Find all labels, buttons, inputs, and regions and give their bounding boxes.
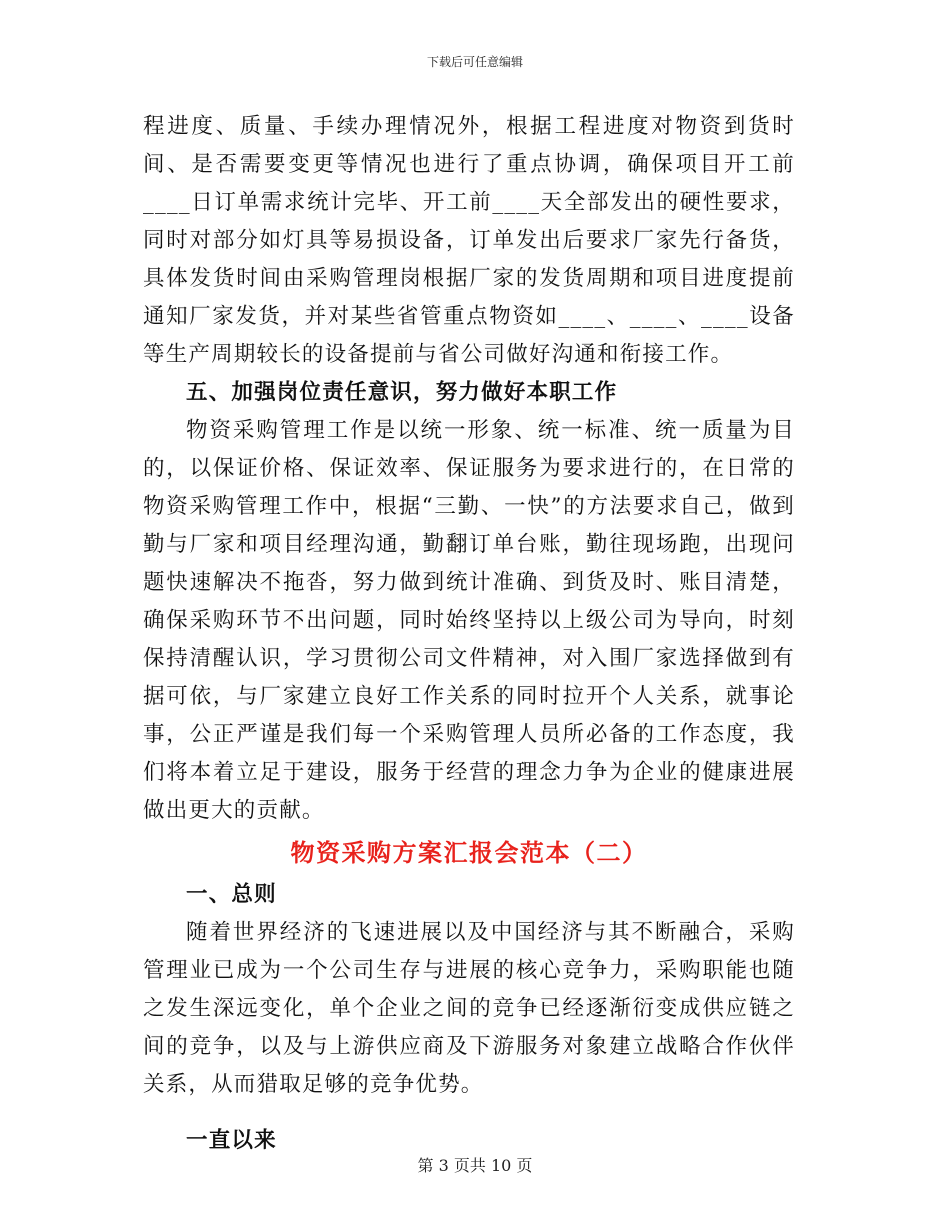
paragraph-general-principles: 随着世界经济的飞速进展以及中国经济与其不断融合，采购管理业已成为一个公司生存与进展的核心竞争力，采购职能也随之发生深远变化，单个企业之间的竞争已经逐渐衍变成供应链之间的竞争，以及与上游供应商及下游服务对象建立战略合作伙伴关系，从而猎取足够的竞争优势。 — [143, 920, 795, 1097]
section-title: 物资采购方案汇报会范本（二） — [290, 838, 648, 867]
paragraph-continued: 程进度、质量、手续办理情况外，根据工程进度对物资到货时间、是否需要变更等情况也进行了重点协调，确保项目开工前____日订单需求统计完毕、开工前____天全部发出的硬性要求，同时对部分如灯具等易损设备，订单发出后要求厂家先行备货，具体发货时间由采购管理岗根据厂家的发货周期和项目进度提前通知厂家发货，并对某些省管重点物资如____、____、____设备等生产周期较长的设备提前与省公司做好沟通和衔接工作。 — [143, 114, 795, 367]
heading-always: 一直以来 — [186, 1128, 277, 1153]
heading-section-5: 五、加强岗位责任意识，努力做好本职工作 — [186, 380, 618, 405]
document-body — [143, 108, 795, 1160]
page-header-note: 下载后可任意编辑 — [426, 55, 523, 69]
heading-general-principles: 一、总则 — [186, 882, 277, 907]
paragraph-section-5: 物资采购管理工作是以统一形象、统一标准、统一质量为目的，以保证价格、保证效率、保证服务为要求进行的，在日常的物资采购管理工作中，根据“三勤、一快”的方法要求自己，做到勤与厂家和项目经理沟通，勤翻订单台账，勤往现场跑，出现问题快速解决不拖沓，努力做到统计准确、到货及时、账目清楚，确保采购环节不出问题，同时始终坚持以上级公司为导向，时刻保持清醒认识，学习贯彻公司文件精神，对入围厂家选择做到有据可依，与厂家建立良好工作关系的同时拉开个人关系，就事论事，公正严谨是我们每一个采购管理人员所必备的工作态度，我们将本着立足于建设，服务于经营的理念力争为企业的健康进展做出更大的贡献。 — [143, 418, 795, 823]
page-number: 第 3 页共 10 页 — [417, 1156, 533, 1175]
